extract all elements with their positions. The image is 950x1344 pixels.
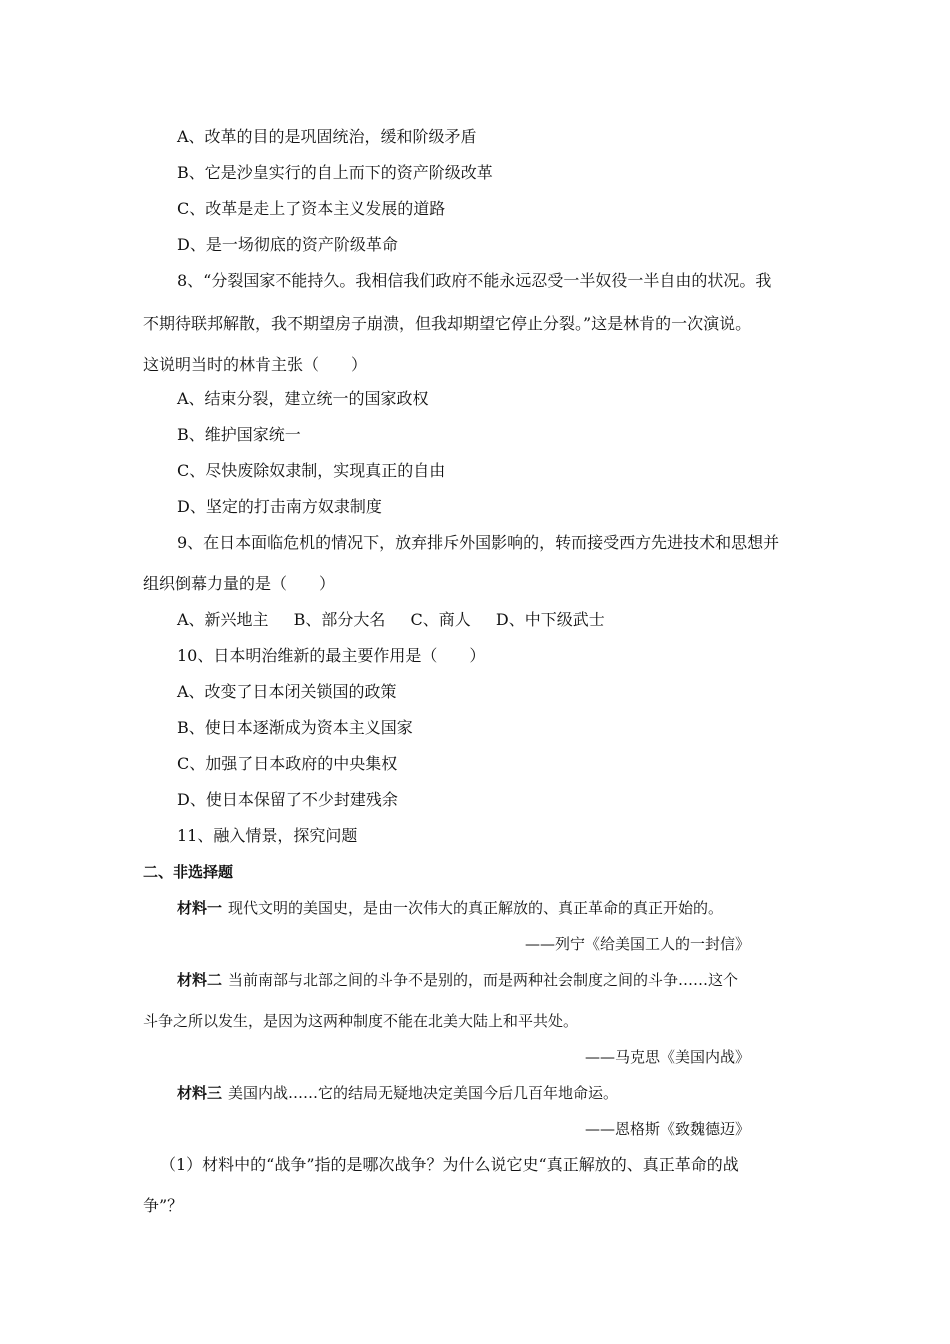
material-3-label: 材料三 bbox=[177, 1084, 223, 1102]
q9-options bbox=[177, 610, 605, 630]
subquestion-1-line2: 争”？ bbox=[143, 1196, 184, 1215]
q11-stem: 11、融入情景，探究问题 bbox=[177, 826, 358, 845]
material-2-line1 bbox=[177, 970, 738, 990]
material-1-text: 现代文明的美国史，是由一次伟大的真正解放的、真正革命的真正开始的。 bbox=[228, 899, 724, 917]
q8-option-c: C、尽快废除奴隶制，实现真正的自由 bbox=[177, 461, 446, 480]
material-2-label: 材料二 bbox=[177, 971, 223, 989]
material-3 bbox=[177, 1083, 618, 1103]
q7-option-a: A、改革的目的是巩固统治，缓和阶级矛盾 bbox=[177, 127, 477, 146]
material-2-text2: 斗争之所以发生，是因为这两种制度不能在北美大陆上和平共处。 bbox=[143, 1012, 579, 1030]
q10-option-d: D、使日本保留了不少封建残余 bbox=[177, 790, 398, 809]
material-3-source: ——恩格斯《致魏德迈》 bbox=[584, 1120, 750, 1138]
material-1 bbox=[177, 898, 723, 918]
q10-option-b: B、使日本逐渐成为资本主义国家 bbox=[177, 718, 413, 737]
material-2-source: ——马克思《美国内战》 bbox=[584, 1048, 750, 1066]
material-3-text: 美国内战……它的结局无疑地决定美国今后几百年地命运。 bbox=[228, 1084, 619, 1102]
q7-option-b: B、它是沙皇实行的自上而下的资产阶级改革 bbox=[177, 163, 493, 182]
q9-option-b: B、部分大名 bbox=[293, 610, 386, 629]
q10-option-c: C、加强了日本政府的中央集权 bbox=[177, 754, 398, 773]
material-1-source: ——列宁《给美国工人的一封信》 bbox=[524, 935, 750, 953]
subquestion-1-line1: （1）材料中的“战争”指的是哪次战争？为什么说它史“真正解放的、真正革命的战 bbox=[160, 1155, 739, 1174]
q9-stem-line2: 组织倒幕力量的是（ ） bbox=[143, 574, 336, 593]
q8-option-a: A、结束分裂，建立统一的国家政权 bbox=[177, 389, 429, 408]
q10-option-a: A、改变了日本闭关锁国的政策 bbox=[177, 682, 397, 701]
q7-option-d: D、是一场彻底的资产阶级革命 bbox=[177, 235, 398, 254]
q8-stem-line2: 不期待联邦解散，我不期望房子崩溃，但我却期望它停止分裂。”这是林肯的一次演说。 bbox=[143, 314, 752, 333]
q9-option-a: A、新兴地主 bbox=[177, 610, 269, 629]
q7-option-c: C、改革是走上了资本主义发展的道路 bbox=[177, 199, 446, 218]
q10-stem: 10、日本明治维新的最主要作用是（ ） bbox=[177, 646, 486, 665]
material-2-text1: 当前南部与北部之间的斗争不是别的，而是两种社会制度之间的斗争……这个 bbox=[228, 971, 739, 989]
q9-option-c: C、商人 bbox=[410, 610, 471, 629]
q8-option-b: B、维护国家统一 bbox=[177, 425, 301, 444]
material-1-label: 材料一 bbox=[177, 899, 223, 917]
q9-stem-line1: 9、在日本面临危机的情况下，放弃排斥外国影响的，转而接受西方先进技术和思想并 bbox=[177, 533, 780, 552]
q8-stem-line1: 8、“分裂国家不能持久。我相信我们政府不能永远忍受一半奴役一半自由的状况。我 bbox=[177, 271, 772, 290]
section-title: 二、非选择题 bbox=[143, 863, 234, 881]
q9-option-d: D、中下级武士 bbox=[495, 610, 605, 629]
q8-stem-line3: 这说明当时的林肯主张（ ） bbox=[143, 355, 368, 374]
q8-option-d: D、坚定的打击南方奴隶制度 bbox=[177, 497, 382, 516]
